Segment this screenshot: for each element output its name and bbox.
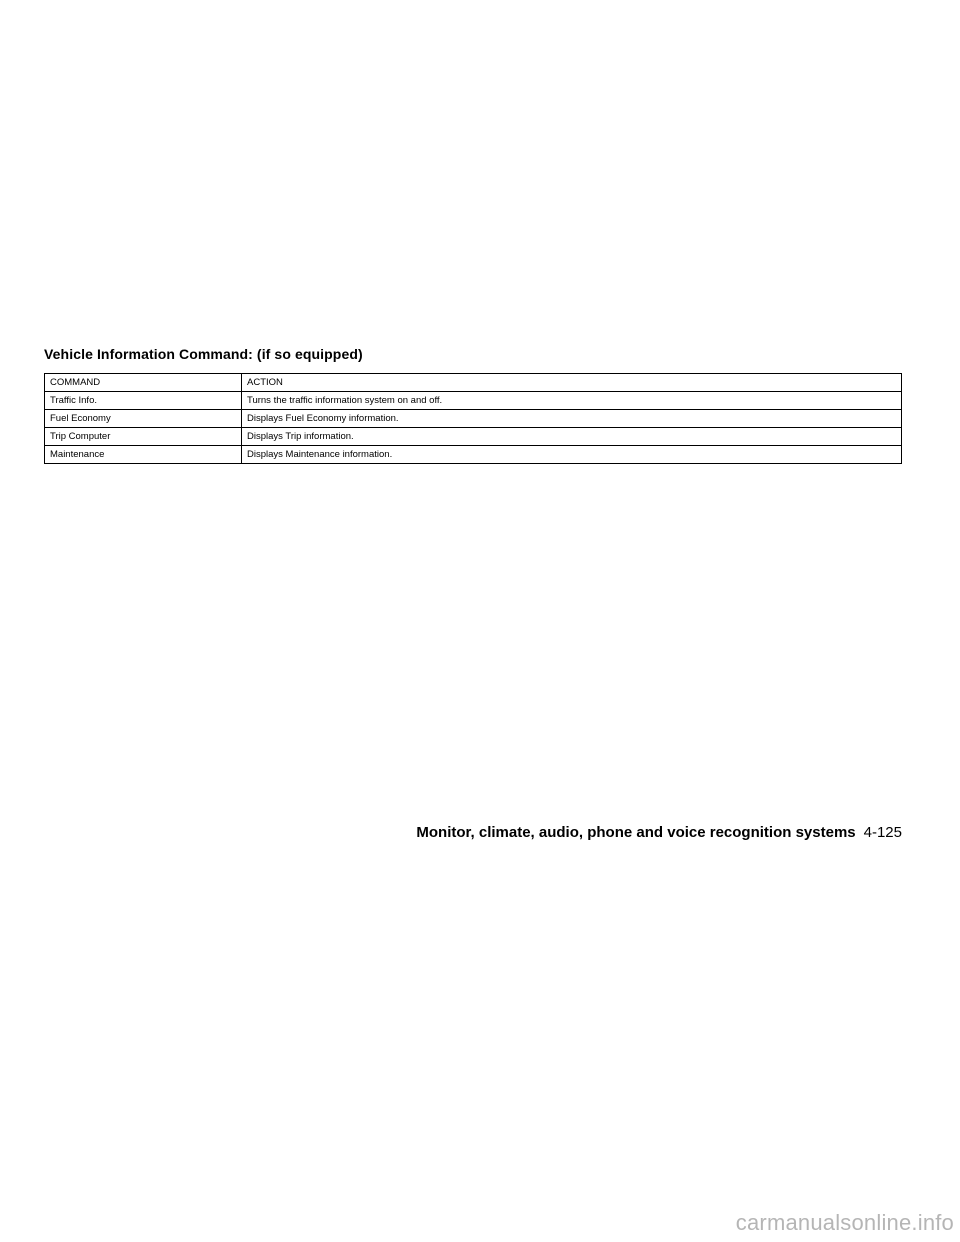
page-footer bbox=[416, 824, 902, 841]
column-header-command: COMMAND bbox=[45, 374, 242, 392]
command-table bbox=[44, 373, 902, 464]
command-cell: Maintenance bbox=[45, 446, 242, 464]
action-cell: Displays Maintenance information. bbox=[242, 446, 902, 464]
command-cell: Trip Computer bbox=[45, 428, 242, 446]
command-cell: Fuel Economy bbox=[45, 410, 242, 428]
table-row bbox=[45, 392, 902, 410]
action-cell: Displays Trip information. bbox=[242, 428, 902, 446]
table-row bbox=[45, 410, 902, 428]
table-row bbox=[45, 428, 902, 446]
page-number: 4-125 bbox=[863, 824, 902, 841]
table-row bbox=[45, 446, 902, 464]
section-title: Vehicle Information Command: (if so equipped) bbox=[44, 346, 363, 362]
chapter-title: Monitor, climate, audio, phone and voice recognition systems bbox=[416, 824, 856, 841]
action-cell: Displays Fuel Economy information. bbox=[242, 410, 902, 428]
action-cell: Turns the traffic information system on and off. bbox=[242, 392, 902, 410]
command-cell: Traffic Info. bbox=[45, 392, 242, 410]
watermark: carmanualsonline.info bbox=[735, 1210, 954, 1235]
column-header-action: ACTION bbox=[242, 374, 902, 392]
table-header-row bbox=[45, 374, 902, 392]
